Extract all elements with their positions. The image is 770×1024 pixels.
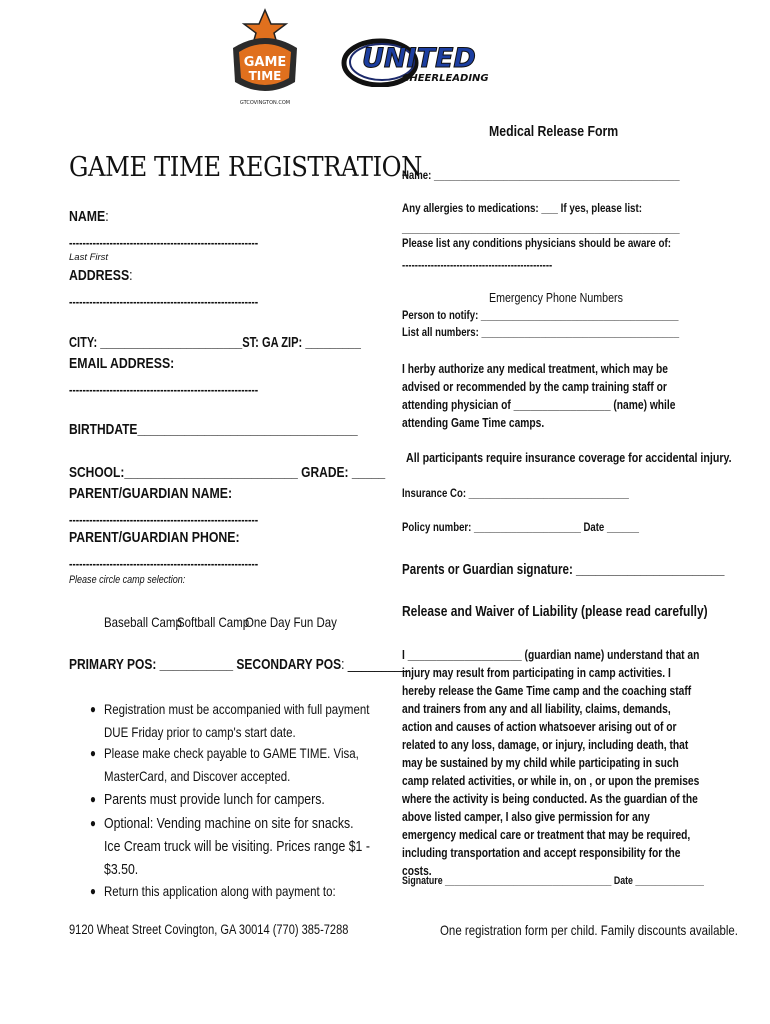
school-grade-field[interactable]: SCHOOL:__________________________ GRADE: _____ xyxy=(69,464,386,481)
parent-phone-label: PARENT/GUARDIAN PHONE: xyxy=(69,529,240,546)
allergies-field-line[interactable]: ____________________________________________________ xyxy=(402,221,680,235)
footer-note: One registration form per child. Family discounts available. xyxy=(440,922,738,938)
game-time-logo-top: GAME xyxy=(243,55,287,70)
united-cheerleading-logo xyxy=(340,35,515,87)
circle-camp-hint: Please circle camp selection: xyxy=(69,574,186,586)
birthdate-field[interactable]: BIRTHDATE_________________________________ xyxy=(69,421,358,438)
address-label-row: ADDRESS: xyxy=(69,267,133,284)
game-time-url: GTCOVINGTON.COM xyxy=(239,100,291,106)
parent-signature-field[interactable]: Parents or Guardian signature: _______________________ xyxy=(402,562,725,578)
waiver-signature-field[interactable]: Signature __________________________________ Date ______________ xyxy=(402,875,704,887)
registration-title: GAME TIME REGISTRATION xyxy=(69,152,422,183)
medical-release-title: Medical Release Form xyxy=(489,123,619,140)
position-fields[interactable]: PRIMARY POS: ___________ SECONDARY POS: _________ xyxy=(69,656,408,673)
address-label: ADDRESS xyxy=(69,267,130,284)
united-sub: CHEERLEADING xyxy=(402,73,489,84)
parent-name-field-line[interactable]: -------------------------------------------------------- xyxy=(69,512,259,527)
waiver-paragraph: I ____________________ (guardian name) understand that an injury may result from participating in camp activities. I hereby release the Game Time camp and the coaching staff and trainers from any and all liability, claims, demands, action and causes of action whatsoever arising out of or related to any loss, damage, or injury, including death, that may be sustained by my child while participating in such camp related activities, or while in, on , or upon the premises where the activity is being conducted. As the guardian of the above listed camper, I also give permission for any emergency medical care or treatment that may be required, including transportation and accept responsibility for the costs. xyxy=(402,648,700,878)
city-state-zip-field[interactable]: CITY: _______________________ST: GA ZIP: _________ xyxy=(69,334,361,351)
conditions-field-line[interactable]: ----------------------------------------------- xyxy=(402,258,553,272)
waiver-title: Release and Waiver of Liability (please read carefully) xyxy=(402,603,708,620)
participant-name-field[interactable]: Name: ______________________________________________ xyxy=(402,168,680,182)
insurance-company-field[interactable]: Insurance Co: ______________________________ xyxy=(402,486,629,500)
name-hint: Last First xyxy=(69,252,109,263)
name-label-row: NAME: xyxy=(69,208,109,225)
bullet-lunch: ● Parents must provide lunch for campers. xyxy=(90,791,325,808)
insurance-note: All participants require insurance coverage for accidental injury. xyxy=(406,450,732,465)
conditions-question: Please list any conditions physicians should be aware of: xyxy=(402,236,672,250)
address-field-line[interactable]: -------------------------------------------------------- xyxy=(69,294,259,309)
person-to-notify-field[interactable]: Person to notify: _____________________________________ xyxy=(402,308,679,322)
camp-option-fun-day[interactable]: One Day Fun Day xyxy=(245,614,337,630)
bullet-vending: ● Optional: Vending machine on site for snacks. Ice Cream truck will be visiting. Prices range $1 - $3.50. xyxy=(90,815,370,878)
game-time-logo-bottom: TIME xyxy=(248,69,282,83)
email-field-line[interactable]: -------------------------------------------------------- xyxy=(69,382,259,397)
emergency-title: Emergency Phone Numbers xyxy=(489,290,623,305)
authorization-paragraph: I herby authorize any medical treatment, which may be advised or recommended by the camp training staff or attending physician of _________________ (name) while attending Game Time camps. xyxy=(402,362,676,430)
bullet-return-application: ● Return this application along with payment to: xyxy=(90,883,336,899)
policy-number-field[interactable]: Policy number: ____________________ Date ______ xyxy=(402,520,639,534)
mailing-address: 9120 Wheat Street Covington, GA 30014 (770) 385-7288 xyxy=(69,922,349,937)
allergies-question[interactable]: Any allergies to medications: ___ If yes, please list: xyxy=(402,201,643,215)
united-text: UNITED xyxy=(362,43,476,74)
camp-option-baseball[interactable]: Baseball Camp xyxy=(104,614,182,630)
game-time-logo xyxy=(225,8,305,108)
camp-option-softball[interactable]: Softball Camp xyxy=(177,614,250,630)
parent-name-label: PARENT/GUARDIAN NAME: xyxy=(69,485,233,502)
bullet-payment: ● Registration must be accompanied with full payment DUE Friday prior to camp's start date. xyxy=(90,701,370,740)
list-numbers-field[interactable]: List all numbers: _____________________________________ xyxy=(402,325,680,339)
name-label: NAME xyxy=(69,208,106,225)
bullet-check-payable: ● Please make check payable to GAME TIME. Visa, MasterCard, and Discover accepted. xyxy=(90,745,359,784)
email-label: EMAIL ADDRESS: xyxy=(69,355,175,372)
parent-phone-field-line[interactable]: -------------------------------------------------------- xyxy=(69,556,259,571)
name-field-line[interactable]: -------------------------------------------------------- xyxy=(69,235,259,250)
